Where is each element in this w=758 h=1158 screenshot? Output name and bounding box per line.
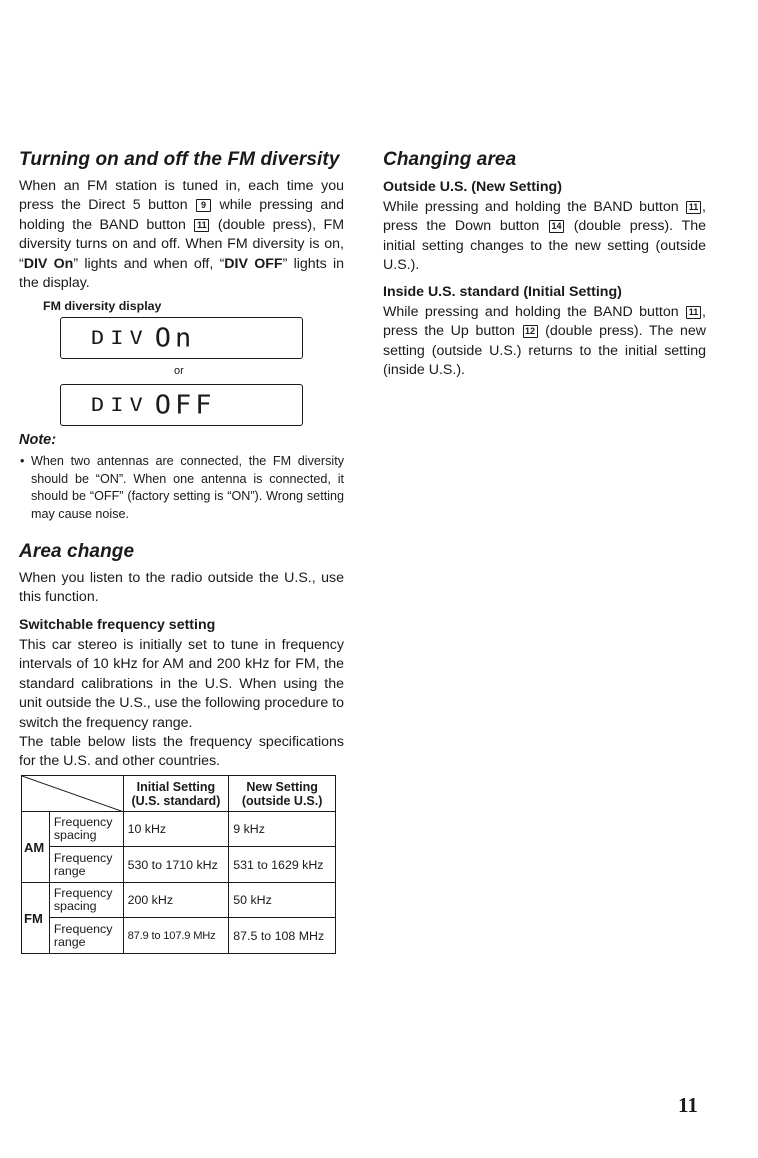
switchable-frequency-subtitle: Switchable frequency setting [19, 617, 216, 633]
column-initial-setting: Initial Setting (U.S. standard) [123, 776, 229, 812]
new-value: 531 to 1629 kHz [229, 847, 336, 883]
inside-us-body: While pressing and holding the BAND button 11 , press the Up button 12 (double press). The new setting (outside U.S.) returns to the initial setting (inside U.S.). [383, 304, 706, 379]
area-change-intro: When you listen to the radio outside the U.S., use this function. [19, 570, 344, 606]
note-title: Note: [19, 432, 57, 448]
initial-value: 200 kHz [123, 883, 229, 918]
new-value: 9 kHz [229, 812, 336, 847]
band-button-icon: 11 [686, 201, 701, 214]
param-cell: Frequency spacing [49, 883, 123, 918]
new-value: 87.5 to 108 MHz [229, 918, 336, 954]
band-button-icon: 11 [686, 306, 701, 319]
initial-value: 87.9 to 107.9 MHz [123, 918, 229, 954]
lcd-state-on-text: On [154, 323, 196, 353]
outside-us-subtitle: Outside U.S. (New Setting) [383, 179, 562, 195]
direct5-button-icon: 9 [196, 199, 211, 212]
band-button-icon: 11 [194, 219, 209, 232]
lcd-display-div-off [60, 384, 303, 426]
param-cell: Frequency range [49, 918, 123, 954]
up-button-icon: 12 [523, 325, 538, 338]
band-am: AM [22, 812, 50, 883]
band-fm: FM [22, 883, 50, 954]
initial-value: 530 to 1710 kHz [123, 847, 229, 883]
column-new-setting: New Setting (outside U.S.) [229, 776, 336, 812]
area-change-title: Area change [19, 541, 135, 562]
table-row [22, 918, 336, 954]
param-cell: Frequency spacing [49, 812, 123, 847]
lcd-state-off-text: OFF [154, 390, 216, 420]
initial-value: 10 kHz [123, 812, 229, 847]
or-label: or [174, 365, 184, 377]
table-header-row [22, 776, 336, 812]
lcd-display-div-on [60, 317, 303, 359]
display-caption: FM diversity display [43, 299, 162, 313]
lcd-div-text: DIV [91, 394, 149, 416]
new-value: 50 kHz [229, 883, 336, 918]
inside-us-subtitle: Inside U.S. standard (Initial Setting) [383, 284, 622, 300]
table-row [22, 883, 336, 918]
frequency-table [21, 775, 336, 954]
note-item: • When two antennas are connected, the FM diversity should be “ON”. When one antenna is connected, it should be “OFF” (factory setting is “ON”). Wrong setting may cause noise. [19, 453, 344, 523]
table-corner-cell [22, 776, 124, 812]
diagonal-line [22, 776, 124, 812]
table-row [22, 812, 336, 847]
fm-diversity-body: When an FM station is tuned in, each time you press the Direct 5 button 9 while pressing and holding the BAND button 11 (double press), FM diversity turns on and off. When FM diversity is on, “DIV On” lights and when off, “DIV OFF” lights in the display. [19, 178, 345, 292]
outside-us-body: While pressing and holding the BAND button 11 , press the Down button 14 (double press). The initial setting changes to the new setting (outside U.S.). [383, 199, 706, 274]
note-list [19, 453, 344, 523]
table-row [22, 847, 336, 883]
fm-diversity-title: Turning on and off the FM diversity [19, 149, 340, 170]
param-cell: Frequency range [49, 847, 123, 883]
page-number: 11 [678, 1093, 698, 1117]
lcd-div-text: DIV [91, 327, 149, 349]
changing-area-title: Changing area [383, 149, 517, 170]
switchable-frequency-body: This car stereo is initially set to tune in frequency intervals of 10 kHz for AM and 200 kHz for FM, the standard calibrations in the U.S. When using the unit outside the U.S., use the following procedure to switch the frequency range. The table below lists the frequency specifications for the U.S. and other countries. [19, 637, 344, 770]
down-button-icon: 14 [549, 220, 564, 233]
